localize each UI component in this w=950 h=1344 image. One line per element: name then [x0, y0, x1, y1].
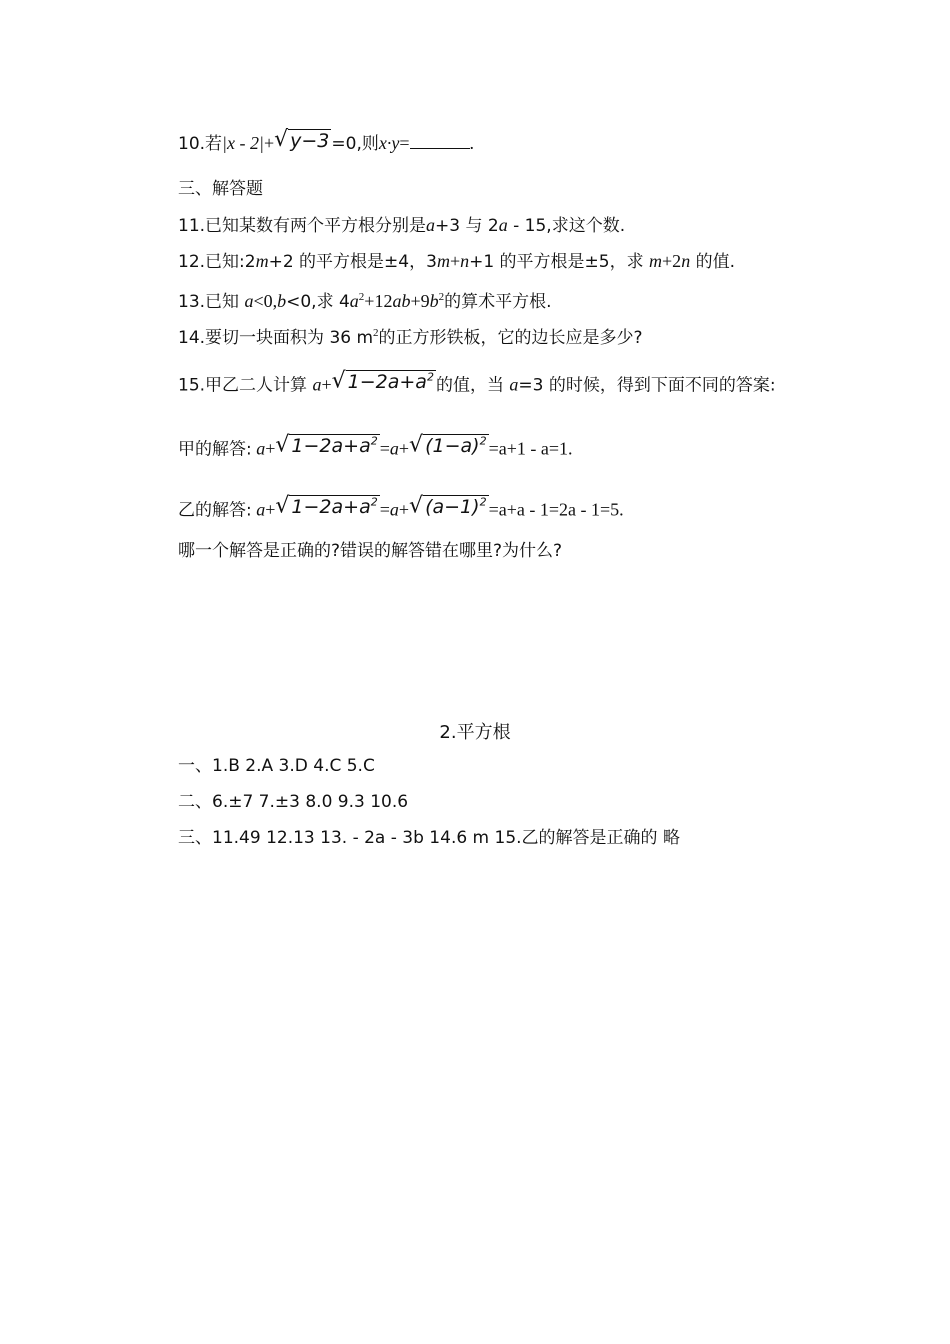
question-12: 12.已知:2m+2 的平方根是±4，3m+n+1 的平方根是±5，求 m+2n 的值. — [178, 251, 735, 272]
sqrt-expression: √ $1-2a+a^2$ — [331, 368, 434, 394]
answers-line-1: 一、1.B 2.A 3.D 4.C 5.C — [178, 756, 375, 776]
answers-line-2: 二、6.±7 7.±3 8.0 9.3 10.6 — [178, 792, 409, 812]
question-15: 15.甲乙二人计算 a+√ $1-2a+a^2$ 的值，当 a=3 的时候，得到下面不同的答案: — [178, 366, 776, 397]
answers-title: 2.平方根 — [439, 722, 511, 743]
question-14: 14.要切一块面积为 36 $m^2$的正方形铁板，它的边长应是多少? — [178, 327, 643, 348]
question-13: 13.已知 a<0,b<0,求 $4a^2+12ab+9b^2$的算术平方根. — [178, 291, 552, 312]
question-11: 11.已知某数有两个平方根分别是a+3 与 2a - 15,求这个数. — [178, 215, 626, 236]
answers-line-3: 三、11.49 12.13 13. - 2a - 3b 14.6 m 15.乙的解答是正确的 略 — [178, 828, 680, 848]
answer-blank — [410, 148, 470, 149]
solution-yi: 乙的解答: a+√ $1-2a+a^2 =a+√$ $(a-1)^2 =a+a - 1=2a - 1=5$. — [178, 493, 624, 521]
solution-jia: 甲的解答: a+√ $1-2a+a^2 =a+√$ $(1-a)^2 =a+1 - a=1$. — [178, 432, 573, 460]
question-10: 10.若|x - 2|+√ y−3 =0,则x·y= . — [178, 127, 474, 154]
sqrt-expression: √ y−3 — [274, 127, 330, 152]
question-prompt: 哪一个解答是正确的?错误的解答错在哪里?为什么? — [178, 541, 563, 561]
section-3-title: 三、解答题 — [178, 179, 263, 199]
